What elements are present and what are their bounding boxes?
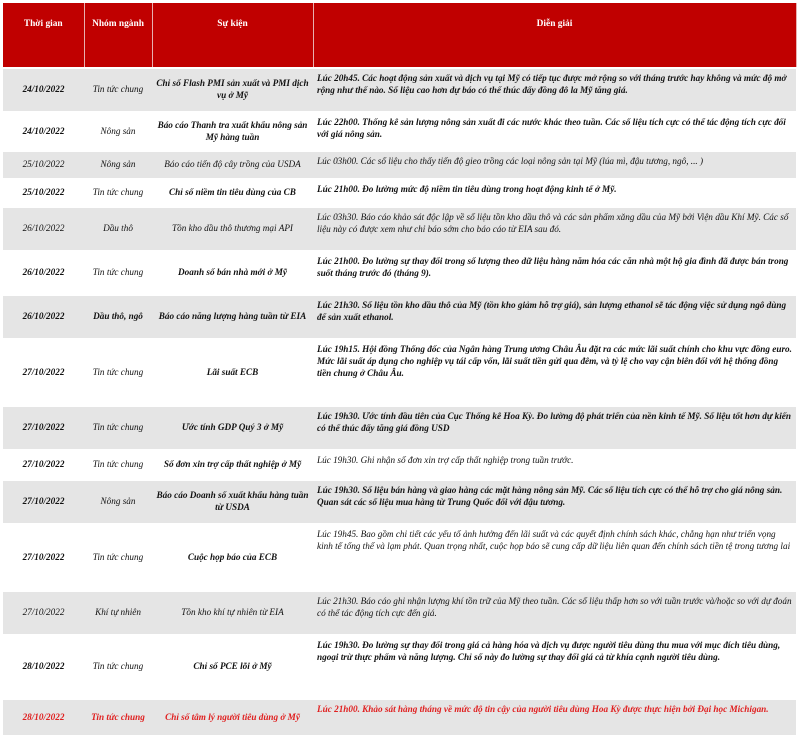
row-description: Lúc 19h45. Bao gồm chi tiết các yếu tố ảnh hưởng đến lãi suất và các quyết định chính sách khác, chẳng hạn như triển vọng kinh tế tổng thể và lạm phát. Quan trọng nhất, cuộc họp báo sẽ cung cấp dữ liệu liên quan đến chính sách tiền tệ trong tương lai xyxy=(313,524,796,591)
header-time: Thời gian xyxy=(3,3,84,68)
table-row xyxy=(3,406,796,450)
row-group: Tin tức chung xyxy=(84,339,152,406)
row-group: Tin tức chung xyxy=(84,699,152,735)
row-description: Lúc 21h00. Khảo sát hàng tháng về mức độ tin cậy của người tiêu dùng Hoa Kỳ được thực hiện bởi Đại học Michigan. xyxy=(313,699,796,735)
row-date: 27/10/2022 xyxy=(3,406,84,450)
row-description: Lúc 20h45. Các hoạt động sản xuất và dịch vụ tại Mỹ có tiếp tục được mở rộng so với tháng trước hay không và mức độ mở rộng như thế nào. Số liệu cao hơn dự báo có thể thúc đẩy đồng đô la Mỹ tăng giá. xyxy=(313,68,796,112)
row-group: Nông sản xyxy=(84,480,152,524)
row-date: 25/10/2022 xyxy=(3,179,84,207)
row-event: Cuộc họp báo của ECB xyxy=(152,524,313,591)
row-description: Lúc 19h30. Số liệu bán hàng và giao hàng các mặt hàng nông sản Mỹ. Các số liệu tích cực có thể hỗ trợ cho giá nông sản. Quan sát các số liệu mua hàng từ Trung Quốc đối với đậu tương. xyxy=(313,480,796,524)
row-date: 27/10/2022 xyxy=(3,591,84,635)
row-group: Nông sản xyxy=(84,151,152,179)
row-event: Lãi suất ECB xyxy=(152,339,313,406)
table-row xyxy=(3,207,796,251)
row-date: 24/10/2022 xyxy=(3,68,84,112)
row-group: Nông sản xyxy=(84,112,152,151)
row-event: Doanh số bán nhà mới ở Mỹ xyxy=(152,251,313,295)
row-event: Tồn kho dầu thô thương mại API xyxy=(152,207,313,251)
table-row xyxy=(3,179,796,207)
row-description: Lúc 19h30. Ước tính đầu tiên của Cục Thống kê Hoa Kỳ. Đo lường độ phát triển của nền kinh tế Mỹ. Số liệu tốt hơn dự kiến có thể thúc đẩy tăng giá đồng USD xyxy=(313,406,796,450)
row-description: Lúc 19h30. Đo lường sự thay đổi trong giá cả hàng hóa và dịch vụ được người tiêu dùng thu mua với mục đích tiêu dùng, ngoại trừ thực phẩm và năng lượng. Chỉ số này đo lường sự thay đổi giá cả từ khía cạnh người tiêu dùng. xyxy=(313,635,796,699)
table-row xyxy=(3,591,796,635)
row-group: Tin tức chung xyxy=(84,68,152,112)
table-row xyxy=(3,112,796,151)
row-description: Lúc 03h00. Các số liệu cho thấy tiến độ gieo trồng các loại nông sản tại Mỹ (lúa mì, đậu tương, ngô, ... ) xyxy=(313,151,796,179)
row-event: Tồn kho khí tự nhiên từ EIA xyxy=(152,591,313,635)
row-description: Lúc 21h30. Báo cáo ghi nhận lượng khí tồn trữ của Mỹ theo tuần. Các số liệu thấp hơn so với tuần trước và/hoặc so với dự đoán có thể tác động tích cực đến giá. xyxy=(313,591,796,635)
row-group: Tin tức chung xyxy=(84,635,152,699)
row-description: Lúc 19h15. Hội đồng Thống đốc của Ngân hàng Trung ương Châu Âu đặt ra các mức lãi suất chính cho khu vực đồng euro. Mức lãi suất áp dụng cho nghiệp vụ tái cấp vốn, lãi suất tiền gửi qua đêm, và tỷ lệ cho vay cận biên đối với hệ thống đồng tiền chung ở Châu Âu. xyxy=(313,339,796,406)
row-date: 27/10/2022 xyxy=(3,450,84,480)
header-event: Sự kiện xyxy=(152,3,313,68)
row-date: 25/10/2022 xyxy=(3,151,84,179)
header-group: Nhóm ngành xyxy=(84,3,152,68)
row-group: Tin tức chung xyxy=(84,450,152,480)
row-date: 26/10/2022 xyxy=(3,207,84,251)
table-row xyxy=(3,295,796,339)
table-header xyxy=(3,3,796,68)
row-date: 28/10/2022 xyxy=(3,635,84,699)
row-group: Tin tức chung xyxy=(84,179,152,207)
row-date: 24/10/2022 xyxy=(3,112,84,151)
row-description: Lúc 21h00. Đo lường sự thay đổi trong số lượng theo dữ liệu hàng năm hóa các căn nhà một hộ gia đình đã được bán trong suốt tháng trước đó (tháng 9). xyxy=(313,251,796,295)
row-event: Báo cáo năng lượng hàng tuần từ EIA xyxy=(152,295,313,339)
row-group: Tin tức chung xyxy=(84,524,152,591)
row-description: Lúc 21h00. Đo lường mức độ niềm tin tiêu dùng trong hoạt động kinh tế ở Mỹ. xyxy=(313,179,796,207)
table-row xyxy=(3,339,796,406)
economic-calendar-table xyxy=(3,3,797,735)
row-date: 28/10/2022 xyxy=(3,699,84,735)
row-date: 27/10/2022 xyxy=(3,480,84,524)
row-event: Chỉ số PCE lõi ở Mỹ xyxy=(152,635,313,699)
row-event: Ước tính GDP Quý 3 ở Mỹ xyxy=(152,406,313,450)
row-group: Tin tức chung xyxy=(84,251,152,295)
row-event: Số đơn xin trợ cấp thất nghiệp ở Mỹ xyxy=(152,450,313,480)
table-row xyxy=(3,251,796,295)
row-event: Báo cáo Doanh số xuất khẩu hàng tuần từ USDA xyxy=(152,480,313,524)
header-description: Diễn giải xyxy=(313,3,796,68)
row-description: Lúc 19h30. Ghi nhận số đơn xin trợ cấp thất nghiệp trong tuần trước. xyxy=(313,450,796,480)
row-event: Chỉ số niềm tin tiêu dùng của CB xyxy=(152,179,313,207)
row-event: Báo cáo tiến độ cây trồng của USDA xyxy=(152,151,313,179)
table-row-highlighted xyxy=(3,699,796,735)
table-row xyxy=(3,450,796,480)
row-event: Chỉ số tâm lý người tiêu dùng ở Mỹ xyxy=(152,699,313,735)
row-event: Báo cáo Thanh tra xuất khẩu nông sản Mỹ hàng tuần xyxy=(152,112,313,151)
row-group: Khí tự nhiên xyxy=(84,591,152,635)
table-row xyxy=(3,68,796,112)
row-event: Chỉ số Flash PMI sản xuất và PMI dịch vụ ở Mỹ xyxy=(152,68,313,112)
table-row xyxy=(3,151,796,179)
table-row xyxy=(3,480,796,524)
table-row xyxy=(3,635,796,699)
row-group: Dầu thô, ngô xyxy=(84,295,152,339)
row-description: Lúc 22h00. Thống kê sản lượng nông sản xuất đi các nước khác theo tuần. Các số liệu tích cực có thể tác động tích cực đối với giá nông sản. xyxy=(313,112,796,151)
row-date: 27/10/2022 xyxy=(3,524,84,591)
row-description: Lúc 21h30. Số liệu tồn kho dầu thô của Mỹ (tồn kho giảm hỗ trợ giá), sản lượng ethanol sẽ tác động việc sử dụng ngô dùng để sản xuất ethanol. xyxy=(313,295,796,339)
row-date: 26/10/2022 xyxy=(3,295,84,339)
row-group: Dầu thô xyxy=(84,207,152,251)
row-group: Tin tức chung xyxy=(84,406,152,450)
row-date: 27/10/2022 xyxy=(3,339,84,406)
table-row xyxy=(3,524,796,591)
row-date: 26/10/2022 xyxy=(3,251,84,295)
row-description: Lúc 03h30. Báo cáo khảo sát độc lập về số liệu tồn kho dầu thô và các sản phẩm xăng dầu của Mỹ bởi Viện dầu Khí Mỹ. Các số liệu này có được xem như chỉ báo sớm cho báo cáo từ EIA sau đó. xyxy=(313,207,796,251)
